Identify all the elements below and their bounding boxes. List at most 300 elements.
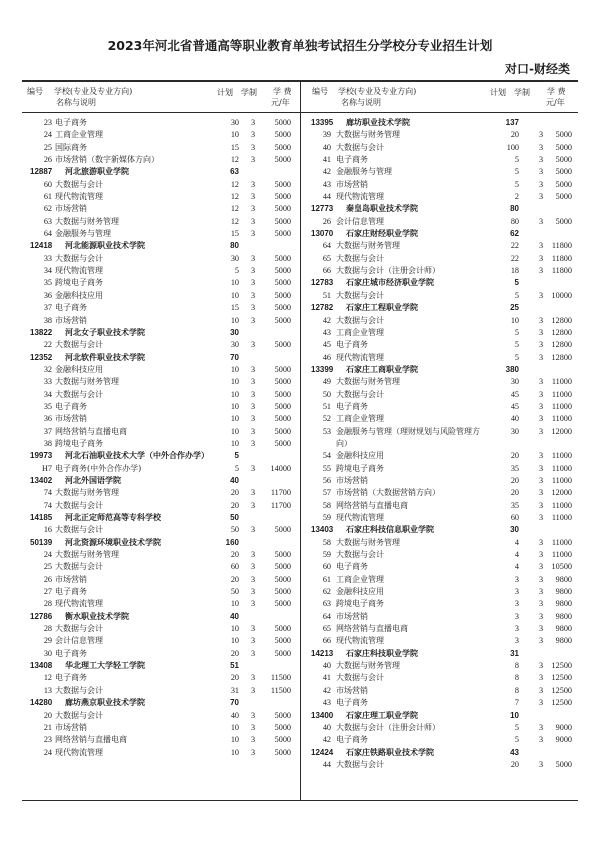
- school-plan-total: 5: [234, 451, 239, 461]
- major-name: 会计信息管理: [55, 636, 103, 646]
- major-row: [300, 697, 600, 709]
- major-row: [0, 426, 300, 438]
- major-plan: 20: [230, 648, 239, 658]
- major-plan: 5: [514, 167, 519, 177]
- major-name: 大数据与会计: [55, 253, 103, 263]
- major-fee: 9800: [555, 611, 572, 621]
- major-number: 64: [43, 229, 52, 239]
- major-name: 金融科技应用: [336, 451, 384, 461]
- major-years: 3: [250, 142, 256, 152]
- major-number: 57: [322, 488, 331, 498]
- school-plan-total: 25: [510, 303, 519, 313]
- school-row: [0, 450, 300, 462]
- major-plan: 3: [514, 574, 519, 584]
- major-plan: 5: [514, 155, 519, 165]
- school-code: 13402: [30, 475, 53, 485]
- school-name: 河北旅游职业学院: [65, 167, 129, 177]
- school-name: 河北软件职业技术学院: [65, 352, 145, 362]
- major-row: [300, 685, 600, 697]
- major-fee: 10000: [551, 290, 572, 300]
- major-plan: 10: [510, 315, 519, 325]
- plan-header: 计划: [490, 88, 506, 97]
- major-name: 大数据与会计: [55, 500, 103, 510]
- major-number: 43: [322, 327, 331, 337]
- school-code: 12887: [30, 167, 53, 177]
- school-name: 华北理工大学轻工学院: [65, 661, 145, 671]
- major-row: [0, 154, 300, 166]
- school-plan-total: 50: [230, 513, 239, 522]
- major-fee: 5000: [274, 290, 291, 300]
- school-name: 河北能源职业技术学院: [65, 241, 145, 251]
- major-name: 网络营销与直播电商: [55, 735, 127, 745]
- major-row: [300, 611, 600, 623]
- major-plan: 10: [230, 426, 239, 436]
- major-fee: 11000: [551, 389, 572, 399]
- major-row: [300, 216, 600, 228]
- major-years: 3: [250, 574, 256, 584]
- major-plan: 12: [230, 204, 239, 214]
- major-years: 3: [538, 673, 544, 683]
- major-years: 3: [250, 636, 256, 646]
- major-name: 电子商务: [55, 401, 87, 411]
- school-name: 秦皇岛职业技术学院: [346, 204, 418, 214]
- major-fee: 5000: [274, 192, 291, 202]
- school-plan-total: 40: [230, 611, 239, 621]
- major-row: [0, 129, 300, 141]
- major-fee: 5000: [274, 624, 291, 634]
- major-number: 60: [322, 562, 331, 572]
- major-plan: 40: [230, 710, 239, 720]
- school-code: 13399: [311, 364, 334, 374]
- school-name: 石家庄铁路职业技术学院: [346, 747, 434, 757]
- major-fee: 9000: [555, 735, 572, 745]
- major-name: 电子商务: [55, 673, 87, 683]
- major-number: 44: [322, 759, 331, 769]
- major-years: 3: [538, 636, 544, 646]
- major-fee: 11000: [551, 401, 572, 411]
- school-code: 13408: [30, 661, 53, 671]
- major-number: 64: [322, 611, 331, 621]
- page-title: 2023年河北省普通高等职业教育单独考试招生分学校分专业招生计划: [107, 38, 493, 53]
- school-name: 衡水职业技术学院: [65, 611, 129, 621]
- major-name: 金融服务与管理: [55, 229, 111, 239]
- major-fee: 5000: [274, 142, 291, 152]
- major-name: 大数据与会计: [336, 673, 384, 683]
- major-name: 现代物流管理: [55, 192, 103, 202]
- school-plan-total: 80: [510, 204, 519, 214]
- major-fee: 11000: [551, 451, 572, 461]
- school-name: 廊坊燕京职业技术学院: [65, 698, 145, 708]
- major-number: 55: [322, 463, 331, 473]
- major-fee: 5000: [274, 377, 291, 387]
- major-number: 37: [43, 426, 52, 436]
- major-plan: 10: [230, 389, 239, 399]
- major-row: [300, 339, 600, 351]
- school-name: 河北正定师范高等专科学校: [65, 513, 161, 522]
- major-row: [300, 475, 600, 487]
- major-row: [0, 747, 300, 759]
- school-row: [0, 475, 300, 487]
- major-plan: 35: [510, 463, 519, 473]
- major-fee: 5000: [274, 216, 291, 226]
- major-plan: 4: [514, 550, 519, 560]
- major-plan: 4: [514, 537, 519, 547]
- major-number: 22: [43, 340, 52, 350]
- major-years: 3: [250, 735, 256, 745]
- major-row: [0, 216, 300, 228]
- school-code: 19973: [30, 451, 53, 461]
- major-row: [0, 389, 300, 401]
- major-row: [0, 315, 300, 327]
- major-years: 3: [250, 155, 256, 165]
- major-number: 21: [43, 722, 52, 732]
- major-plan: 30: [230, 253, 239, 263]
- major-plan: 15: [230, 229, 239, 239]
- major-row: [300, 759, 600, 771]
- major-row: [0, 302, 300, 314]
- major-plan: 12: [230, 155, 239, 165]
- major-name: 大数据与财务管理: [55, 550, 119, 560]
- school-row: [300, 228, 600, 240]
- school-name: 石家庄工程职业学院: [346, 303, 418, 313]
- major-fee: 14000: [270, 463, 291, 473]
- major-fee: 5000: [555, 216, 572, 226]
- major-row: [0, 561, 300, 573]
- major-fee: 5000: [274, 426, 291, 436]
- major-row: [300, 672, 600, 684]
- major-row: [300, 179, 600, 191]
- school-row: [0, 697, 300, 709]
- major-row: [300, 487, 600, 499]
- major-name: 工商企业管理: [336, 574, 384, 584]
- major-fee: 5000: [274, 636, 291, 646]
- major-plan: 20: [230, 574, 239, 584]
- major-years: 3: [538, 179, 544, 189]
- major-plan: 20: [510, 488, 519, 498]
- major-number: 38: [43, 315, 52, 325]
- major-plan: 60: [230, 562, 239, 572]
- major-name: 大数据与会计: [55, 525, 103, 535]
- major-fee: 5000: [555, 759, 572, 769]
- major-plan: 10: [230, 401, 239, 411]
- major-number: 52: [322, 414, 331, 424]
- major-years: 3: [250, 130, 256, 140]
- major-name: 大数据与会计: [55, 562, 103, 572]
- major-plan: 8: [514, 661, 519, 671]
- major-fee: 5000: [555, 130, 572, 140]
- major-fee: 10500: [551, 562, 572, 572]
- school-row: [0, 327, 300, 339]
- major-years: 3: [538, 426, 544, 436]
- code-header: 编号: [27, 87, 43, 96]
- major-plan: 30: [230, 118, 239, 127]
- major-number: 12: [43, 673, 52, 683]
- major-name: 市场营销（大数据营销方向）: [336, 488, 440, 498]
- years-header: 学制: [514, 88, 530, 97]
- major-fee: 9000: [555, 722, 572, 732]
- major-years: 3: [250, 216, 256, 226]
- bottom-rule: [22, 800, 578, 801]
- major-number: 61: [43, 192, 52, 202]
- major-fee: 5000: [274, 574, 291, 584]
- school-name: 石家庄科技信息职业学院: [346, 525, 434, 535]
- major-number: 28: [43, 599, 52, 609]
- major-plan: 10: [230, 624, 239, 634]
- major-name: 现代物流管理: [55, 599, 103, 609]
- major-plan: 5: [514, 735, 519, 745]
- major-row: [300, 574, 600, 586]
- major-name: 电子商务: [336, 340, 368, 350]
- major-fee: 12000: [551, 426, 572, 436]
- major-plan: 3: [514, 624, 519, 634]
- school-row: [300, 747, 600, 759]
- major-plan: 18: [510, 266, 519, 276]
- major-fee: 5000: [274, 303, 291, 313]
- major-plan: 20: [510, 759, 519, 769]
- major-number: 23: [43, 118, 52, 127]
- major-fee: 5000: [274, 364, 291, 374]
- major-years: 3: [538, 241, 544, 251]
- major-fee: 11500: [270, 685, 291, 695]
- major-years: 3: [250, 550, 256, 560]
- major-name: 市场营销: [336, 685, 368, 695]
- major-plan: 15: [230, 303, 239, 313]
- major-name: 大数据与会计: [55, 340, 103, 350]
- school-plan-total: 30: [510, 525, 519, 535]
- major-name: 金融服务与管理（理财规划与风险管理方向）: [336, 426, 480, 448]
- major-plan: 5: [234, 266, 239, 276]
- school-code: 12773: [311, 204, 334, 214]
- school-row: [0, 660, 300, 672]
- major-fee: 11000: [551, 475, 572, 485]
- major-fee: 5000: [274, 155, 291, 165]
- major-fee: 5000: [274, 118, 291, 127]
- major-years: 3: [250, 204, 256, 214]
- major-fee: 5000: [274, 229, 291, 239]
- major-years: 3: [538, 389, 544, 399]
- major-name: 市场营销: [55, 315, 87, 325]
- major-number: 60: [43, 179, 52, 189]
- major-number: 38: [43, 438, 52, 448]
- school-header: 学校(专业及专业方向): [54, 87, 133, 96]
- major-years: 3: [538, 759, 544, 769]
- major-years: 3: [538, 315, 544, 325]
- major-name: 市场营销: [55, 414, 87, 424]
- major-plan: 10: [230, 377, 239, 387]
- major-number: 51: [322, 401, 331, 411]
- plan-header: 计划: [217, 88, 233, 97]
- major-row: [300, 240, 600, 252]
- major-name: 市场营销: [55, 204, 87, 214]
- major-row: [0, 623, 300, 635]
- major-years: 3: [250, 229, 256, 239]
- major-years: 3: [250, 266, 256, 276]
- major-plan: 10: [230, 414, 239, 424]
- major-fee: 5000: [274, 315, 291, 325]
- major-number: 37: [43, 303, 52, 313]
- school-plan-total: 5: [514, 278, 519, 288]
- major-fee: 5000: [274, 599, 291, 609]
- major-years: 3: [250, 599, 256, 609]
- major-row: [300, 598, 600, 610]
- major-years: 3: [250, 525, 256, 535]
- school-name: 河北石油职业技术大学（中外合作办学）: [65, 451, 209, 461]
- major-plan: 10: [230, 599, 239, 609]
- major-fee: 5000: [555, 155, 572, 165]
- major-plan: 3: [514, 636, 519, 646]
- major-fee: 5000: [274, 438, 291, 448]
- school-row: [300, 364, 600, 376]
- major-fee: 12500: [551, 661, 572, 671]
- major-plan: 20: [510, 451, 519, 461]
- major-name: 大数据与财务管理: [55, 377, 119, 387]
- major-years: 3: [538, 537, 544, 547]
- school-code: 14185: [30, 513, 53, 522]
- major-name: 现代物流管理: [336, 192, 384, 202]
- major-name: 市场营销: [55, 722, 87, 732]
- major-plan: 7: [514, 698, 519, 708]
- major-name: 大数据与财务管理: [55, 216, 119, 226]
- major-number: 56: [322, 475, 331, 485]
- major-number: 33: [43, 253, 52, 263]
- major-fee: 5000: [274, 340, 291, 350]
- major-years: 3: [250, 463, 256, 473]
- major-number: 41: [322, 673, 331, 683]
- major-row: [0, 635, 300, 647]
- major-row: [0, 117, 300, 129]
- school-name: 石家庄城市经济职业学院: [346, 278, 434, 288]
- school-code: 14280: [30, 698, 53, 708]
- major-name: 市场营销: [336, 611, 368, 621]
- major-plan: 30: [230, 340, 239, 350]
- major-number: 28: [43, 624, 52, 634]
- major-name: 大数据与财务管理: [55, 488, 119, 498]
- major-number: H7: [41, 463, 52, 473]
- major-years: 3: [250, 278, 256, 288]
- major-plan: 10: [230, 315, 239, 325]
- major-row: [300, 154, 600, 166]
- major-fee: 5000: [555, 179, 572, 189]
- major-number: 35: [43, 401, 52, 411]
- major-number: 66: [322, 266, 331, 276]
- major-plan: 10: [230, 722, 239, 732]
- school-header: 学校(专业及专业方向): [338, 87, 417, 96]
- major-number: 13: [43, 685, 52, 695]
- major-years: 3: [538, 488, 544, 498]
- school-name: 河北女子职业技术学院: [65, 327, 145, 337]
- major-name: 网络营销与直播电商: [55, 426, 127, 436]
- major-years: 3: [250, 438, 256, 448]
- school-row: [300, 648, 600, 660]
- major-name: 现代物流管理: [336, 636, 384, 646]
- major-years: 3: [250, 722, 256, 732]
- major-years: 3: [250, 648, 256, 658]
- major-name: 大数据与会计: [336, 389, 384, 399]
- major-years: 3: [538, 698, 544, 708]
- major-row: [300, 352, 600, 364]
- school-code: 12783: [311, 278, 334, 288]
- major-fee: 11800: [551, 241, 572, 251]
- major-number: 42: [322, 685, 331, 695]
- major-name: 市场营销: [336, 179, 368, 189]
- school-plan-total: 51: [230, 661, 239, 671]
- major-years: 3: [250, 340, 256, 350]
- major-row: [300, 623, 600, 635]
- major-number: 40: [322, 661, 331, 671]
- major-fee: 12800: [551, 352, 572, 362]
- major-name: 电子商务: [336, 155, 368, 165]
- major-name: 网络营销与直播电商: [336, 500, 408, 510]
- major-name: 大数据与会计: [55, 685, 103, 695]
- major-number: 16: [43, 525, 52, 535]
- major-years: 3: [538, 463, 544, 473]
- major-fee: 5000: [555, 142, 572, 152]
- major-fee: 9800: [555, 636, 572, 646]
- major-plan: 10: [230, 438, 239, 448]
- major-name: 跨境电子商务: [55, 278, 103, 288]
- major-row: [300, 413, 600, 425]
- major-fee: 11000: [551, 550, 572, 560]
- major-number: 36: [43, 290, 52, 300]
- major-plan: 35: [510, 500, 519, 510]
- major-years: 3: [538, 722, 544, 732]
- major-name: 电子商务: [336, 401, 368, 411]
- major-years: 3: [250, 587, 256, 597]
- major-row: [300, 463, 600, 475]
- major-name: 金融服务与管理: [336, 167, 392, 177]
- major-fee: 5000: [274, 747, 291, 757]
- major-years: 3: [538, 599, 544, 609]
- major-plan: 12: [230, 179, 239, 189]
- major-fee: 5000: [274, 710, 291, 720]
- major-name: 大数据与会计: [336, 142, 384, 152]
- major-name: 金融科技应用: [336, 587, 384, 597]
- major-fee: 5000: [274, 401, 291, 411]
- major-row: [300, 315, 600, 327]
- major-plan: 2: [514, 192, 519, 202]
- major-number: 62: [322, 587, 331, 597]
- major-fee: 5000: [555, 167, 572, 177]
- major-number: 49: [322, 377, 331, 387]
- major-number: 26: [322, 216, 331, 226]
- school-row: [300, 117, 600, 129]
- major-fee: 5000: [274, 204, 291, 214]
- major-name: 大数据与会计（注册会计师）: [336, 266, 440, 276]
- major-years: 3: [538, 327, 544, 337]
- major-number: 66: [322, 636, 331, 646]
- major-plan: 5: [514, 722, 519, 732]
- major-name: 跨境电子商务: [336, 463, 384, 473]
- major-plan: 12: [230, 192, 239, 202]
- major-number: 74: [43, 488, 52, 498]
- major-years: 3: [538, 611, 544, 621]
- school-row: [0, 166, 300, 178]
- major-fee: 5000: [274, 722, 291, 732]
- major-name: 现代物流管理: [336, 352, 384, 362]
- major-plan: 50: [230, 587, 239, 597]
- school-code: 12418: [30, 241, 53, 251]
- school-plan-total: 31: [510, 648, 519, 658]
- major-fee: 11000: [551, 414, 572, 424]
- major-number: 58: [322, 537, 331, 547]
- major-row: [300, 401, 600, 413]
- major-name: 大数据与会计: [336, 550, 384, 560]
- major-number: 42: [322, 315, 331, 325]
- major-name: 市场营销: [336, 475, 368, 485]
- major-fee: 12800: [551, 315, 572, 325]
- school-code: 13403: [311, 525, 334, 535]
- major-fee: 5000: [555, 192, 572, 202]
